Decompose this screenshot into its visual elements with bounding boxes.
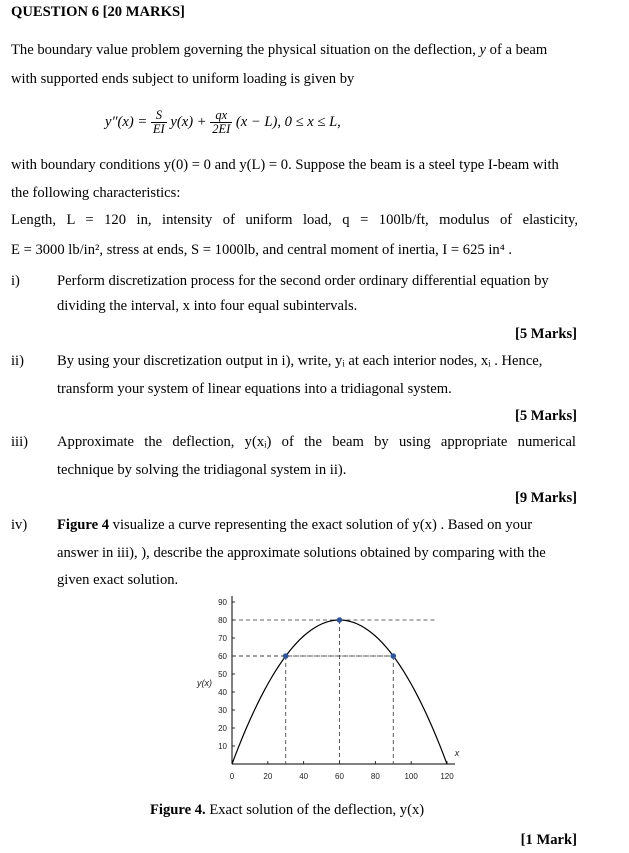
part-ii-line-1: By using your discretization output in i), write, yᵢ at each interior nodes, xᵢ . Hence, [57,353,543,369]
part-iv-line-3: given exact solution. [57,572,179,588]
x-tick-label: 0 [229,772,235,781]
equation-fraction-s-ei [151,109,167,136]
part-label-ii: ii) [11,353,24,369]
intro-line-1-text: The boundary value problem governing the physical situation on the deflection, [11,42,476,58]
part-ii-marks: [5 Marks] [514,408,577,424]
part-label-i: i) [11,273,20,289]
part-label-iii: iii) [11,434,29,450]
fraction-2-numerator: qx [210,109,232,123]
figure-caption-label: Figure 4. [150,802,206,818]
conditions-line-2: the following characteristics: [11,185,181,201]
y-tick-label: 90 [218,598,227,607]
intro-line-1-tail: of a beam [489,42,548,58]
fraction-1-denominator: EI [152,122,165,136]
fraction-2-denominator: 2EI [212,122,231,136]
part-iv-line-1-text: visualize a curve representing the exact solution of y(x) . Based on your [109,517,533,533]
chart-axes [232,596,455,764]
intro-line-2: with supported ends subject to uniform loading is given by [11,71,355,87]
x-axis-label: x [454,748,460,758]
data-point-marker [390,653,396,659]
conditions-line-3: Length, L = 120 in, intensity of uniform load, q = 100lb/ft, modulus of elasticity, [11,212,578,228]
part-i-marks: [5 Marks] [514,326,577,342]
part-iv-line-2: answer in iii), ), describe the approximate solutions obtained by comparing with the [57,545,546,561]
conditions-line-4: E = 3000 lb/in², stress at ends, S = 1000lb, and central moment of inertia, I = 625 in⁴ . [11,242,513,258]
figure-caption [150,802,424,819]
y-tick-label: 10 [218,742,227,751]
equation-middle: y(x) + [170,113,207,130]
part-iii-line-1: Approximate the deflection, y(xᵢ) of the beam by using appropriate numerical [57,434,576,450]
y-tick-label: 30 [218,706,227,715]
equation-fraction-qx-2ei [210,109,232,136]
x-tick-label: 60 [335,772,344,781]
part-iv-marks: [1 Mark] [520,832,577,848]
part-label-iv: iv) [11,517,28,533]
exact-solution-chart [180,592,480,792]
question-title: QUESTION 6 [20 MARKS] [11,4,185,20]
y-tick-label: 50 [218,670,227,679]
part-ii-line-2: transform your system of linear equations into a tridiagonal system. [57,381,452,397]
figure-caption-text: Exact solution of the deflection, y(x) [205,802,425,818]
intro-line-1 [11,42,547,59]
part-iii-marks: [9 Marks] [514,490,577,506]
y-tick-label: 20 [218,724,227,733]
y-tick-label: 80 [218,616,227,625]
y-axis-label: y(x) [197,678,212,688]
fraction-1-numerator: S [151,109,167,123]
data-point-marker [283,653,289,659]
conditions-line-1: with boundary conditions y(0) = 0 and y(L) = 0. Suppose the beam is a steel type I-beam with [11,157,559,173]
x-tick-label: 80 [370,772,380,781]
y-tick-label: 40 [218,688,227,697]
part-i-line-1: Perform discretization process for the second order ordinary differential equation by [57,273,549,289]
intro-var-y: y [479,42,486,58]
y-tick-label: 70 [218,634,227,643]
x-tick-label: 40 [299,772,309,781]
data-point-marker [337,617,343,623]
x-tick-label: 20 [263,772,273,781]
chart-guide-lines [232,620,437,764]
equation-lhs: y″(x) = [105,113,148,130]
figure-reference: Figure 4 [57,517,110,533]
part-i-line-2: dividing the interval, x into four equal subintervals. [57,298,358,314]
bvp-equation [105,109,341,136]
y-tick-label: 60 [218,652,227,661]
part-iv-line-1 [57,517,576,534]
x-tick-label: 100 [404,772,418,781]
part-iii-line-2: technique by solving the tridiagonal system in ii). [57,462,347,478]
equation-tail: (x − L), 0 ≤ x ≤ L, [235,113,341,130]
x-tick-label: 120 [440,772,454,781]
